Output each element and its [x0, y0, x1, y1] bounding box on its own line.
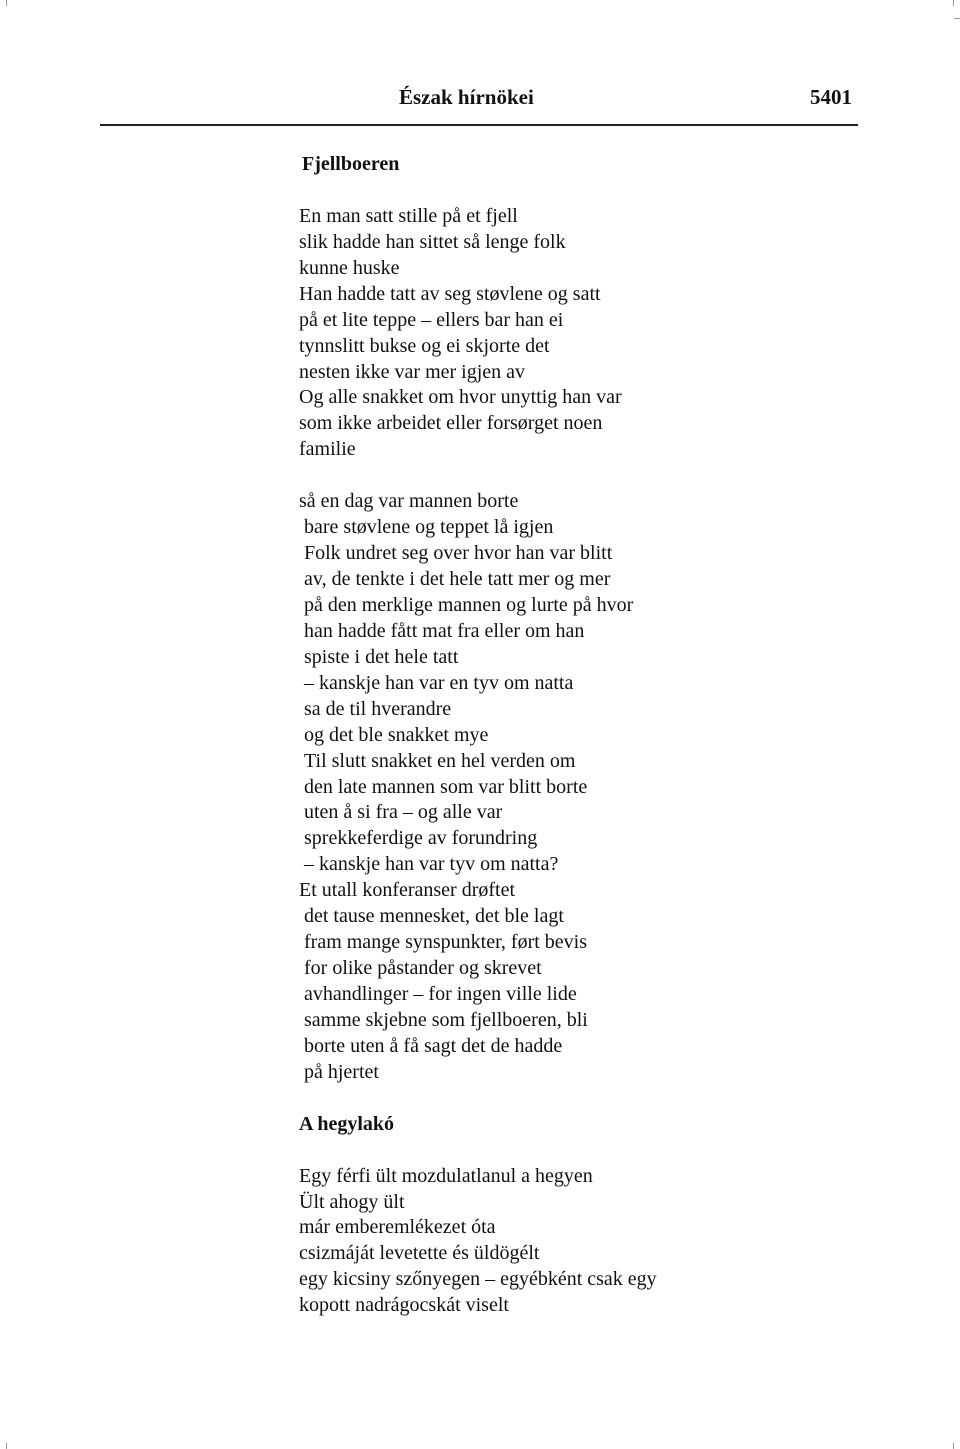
- poem-line: samme skjebne som fjellboeren, bli: [304, 1008, 588, 1031]
- poem-line: av, de tenkte i det hele tatt mer og mer: [304, 568, 611, 590]
- poem-line: Og alle snakket om hvor unyttig han var: [299, 386, 622, 409]
- crop-mark-top-left: [6, 0, 7, 6]
- poem-line: Han hadde tatt av seg støvlene og satt: [299, 282, 601, 305]
- poem-line: spiste i det hele tatt: [304, 645, 459, 668]
- poem-line: kopott nadrágocskát viselt: [299, 1294, 509, 1317]
- poem-line: det tause mennesket, det ble lagt: [304, 905, 564, 928]
- poem-line: már emberemlékezet óta: [299, 1216, 496, 1239]
- poem-line: nesten ikke var mer igjen av: [299, 360, 526, 383]
- poem-line: bare støvlene og teppet lå igjen: [304, 516, 554, 539]
- poem-line: fram mange synspunkter, ført bevis: [304, 931, 588, 954]
- page-body: [299, 152, 859, 1345]
- poem-line: uten å si fra – og alle var: [304, 801, 503, 824]
- poem-line: han hadde fått mat fra eller om han: [304, 619, 585, 642]
- page-number: 5401: [810, 85, 852, 109]
- running-title: Észak hírnökei: [399, 85, 534, 109]
- poem-line: på den merklige mannen og lurte på hvor: [304, 593, 634, 616]
- poem-line: kunne huske: [299, 256, 400, 279]
- poem-line: En man satt stille på et fjell: [299, 204, 518, 227]
- poem-line: Ült ahogy ült: [299, 1190, 405, 1213]
- poem-line: for olike påstander og skrevet: [304, 957, 542, 980]
- poem-line: Folk undret seg over hvor han var blitt: [304, 542, 613, 565]
- crop-mark-bottom-right: [953, 1443, 954, 1449]
- poem-line: og det ble snakket mye: [304, 723, 489, 746]
- poem-line: som ikke arbeidet eller forsørget noen: [299, 412, 603, 435]
- poem-line: sprekkeferdige av forundring: [304, 827, 538, 850]
- poem-title-hungarian: A hegylakó: [299, 1112, 395, 1135]
- poem-line: på hjertet: [304, 1060, 379, 1083]
- poem-line: – kanskje han var en tyv om natta: [304, 671, 574, 694]
- poem-line: tynnslitt bukse og ei skjorte det: [299, 334, 550, 357]
- poem-line: familie: [299, 438, 356, 461]
- crop-mark-bottom-left: [6, 1443, 7, 1449]
- stanza-3: [299, 1164, 859, 1320]
- crop-mark-top-right: [953, 0, 954, 6]
- poem-line: avhandlinger – for ingen ville lide: [304, 983, 577, 1005]
- poem-line: – kanskje han var tyv om natta?: [304, 853, 559, 876]
- crop-mark-right-top: [954, 18, 960, 19]
- poem-line: Til slutt snakket en hel verden om: [304, 749, 576, 772]
- poem-line: så en dag var mannen borte: [299, 490, 519, 513]
- stanza-1: [299, 204, 859, 463]
- poem-line: Et utall konferanser drøftet: [299, 879, 516, 902]
- poem-line: borte uten å få sagt det de hadde: [304, 1034, 563, 1057]
- poem-line: egy kicsiny szőnyegen – egyébként csak egy: [299, 1268, 657, 1291]
- stanza-2: [299, 489, 859, 1086]
- poem-line: sa de til hverandre: [304, 697, 452, 720]
- poem-line: slik hadde han sittet så lenge folk: [299, 230, 566, 253]
- page-header: [100, 80, 858, 126]
- poem-line: på et lite teppe – ellers bar han ei: [299, 308, 564, 331]
- poem-title-norwegian: Fjellboeren: [302, 153, 400, 175]
- poem-line: den late mannen som var blitt borte: [304, 775, 588, 798]
- poem-line: csizmáját levetette és üldögélt: [299, 1242, 540, 1265]
- poem-line: Egy férfi ült mozdulatlanul a hegyen: [299, 1164, 593, 1187]
